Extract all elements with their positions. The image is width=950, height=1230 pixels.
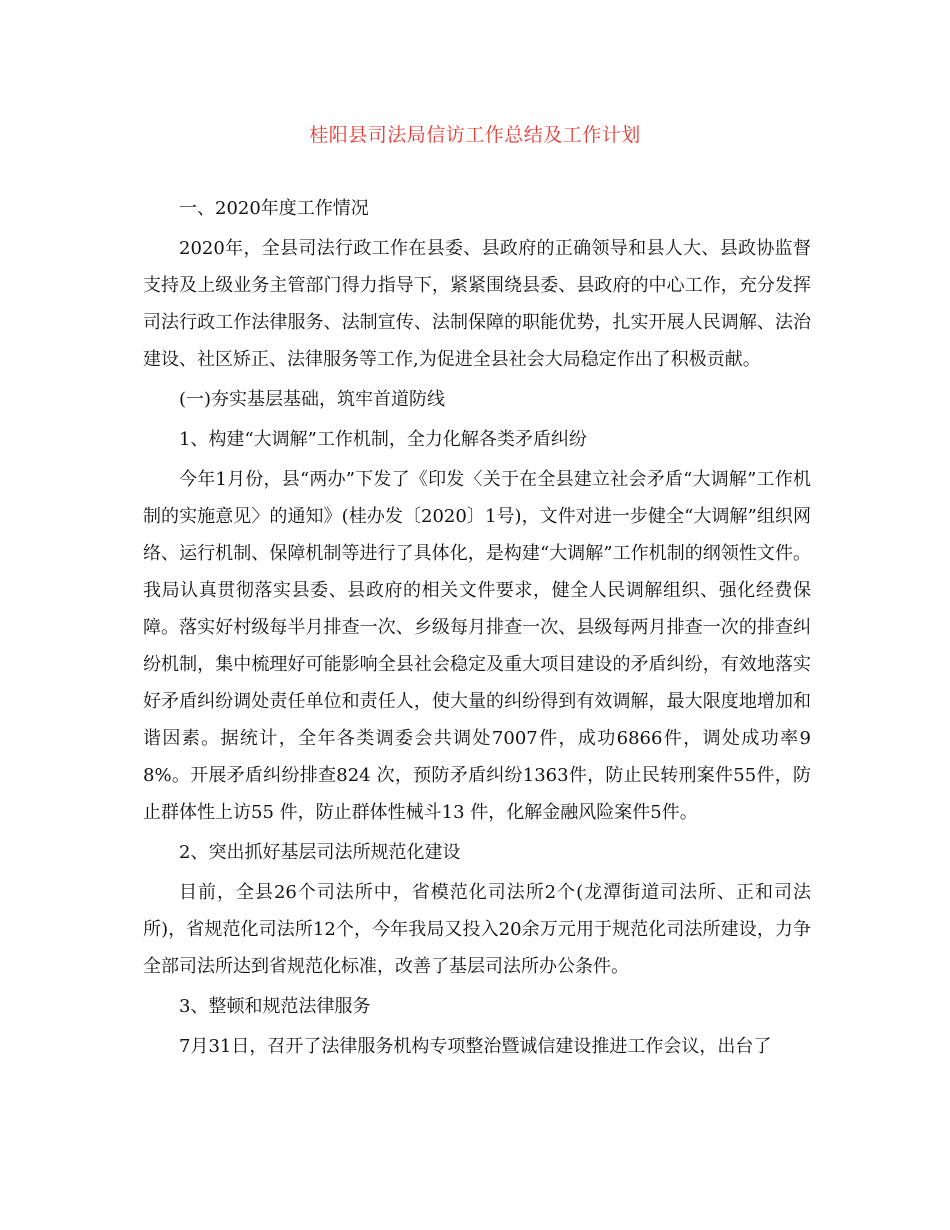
section-heading-annual-work: 一、2020年度工作情况 <box>179 198 369 219</box>
paragraph-overview: 2020年，全县司法行政工作在县委、县政府的正确领导和县人大、县政协监督支持及上级业务主管部门得力指导下，紧紧围绕县委、县政府的中心工作，充分发挥司法行政工作法律服务、法制宣传、法制保障的职能优势，扎实开展人民调解、法治建设、社区矫正、法律服务等工作,为促进全县社会大局稳定作出了积极贡献。 <box>143 238 811 370</box>
item-heading-judicial-offices: 2、突出抓好基层司法所规范化建设 <box>179 842 461 863</box>
document-title: 桂阳县司法局信访工作总结及工作计划 <box>309 124 641 146</box>
subsection-heading-grassroots: (一)夯实基层基础，筑牢首道防线 <box>179 389 446 410</box>
paragraph-mediation: 今年1月份，县“两办”下发了《印发〈关于在全县建立社会矛盾“大调解”工作机制的实施意见〉的通知》(桂办发〔2020〕1号)，文件对进一步健全“大调解”组织网络、运行机制、保障机制等进行了具体化，是构建“大调解”工作机制的纲领性文件。我局认真贯彻落实县委、县政府的相关文件要求，健全人民调解组织、强化经费保障。落实好村级每半月排查一次、乡级每月排查一次、县级每两月排查一次的排查纠纷机制，集中梳理好可能影响全县社会稳定及重大项目建设的矛盾纠纷，有效地落实好矛盾纠纷调处责任单位和责任人，使大量的纠纷得到有效调解，最大限度地增加和谐因素。据统计，全年各类调委会共调处7007件，成功6866件，调处成功率98%。开展矛盾纠纷排查824 次，预防矛盾纠纷1363件，防止民转刑案件55件，防止群体性上访55 件，防止群体性械斗13 件，化解金融风险案件5件。 <box>143 469 811 823</box>
paragraph-legal-services: 7月31日，召开了法律服务机构专项整治暨诚信建设推进工作会议，出台了 <box>179 1036 772 1057</box>
item-heading-mediation: 1、构建“大调解”工作机制，全力化解各类矛盾纠纷 <box>179 429 587 450</box>
paragraph-judicial-offices: 目前，全县26个司法所中，省模范化司法所2个(龙潭街道司法所、正和司法所)，省规范化司法所12个，今年我局又投入20余万元用于规范化司法所建设，力争全部司法所达到省规范化标准，改善了基层司法所办公条件。 <box>143 882 811 977</box>
document-body <box>143 190 811 1068</box>
item-heading-legal-services: 3、整顿和规范法律服务 <box>179 996 371 1017</box>
